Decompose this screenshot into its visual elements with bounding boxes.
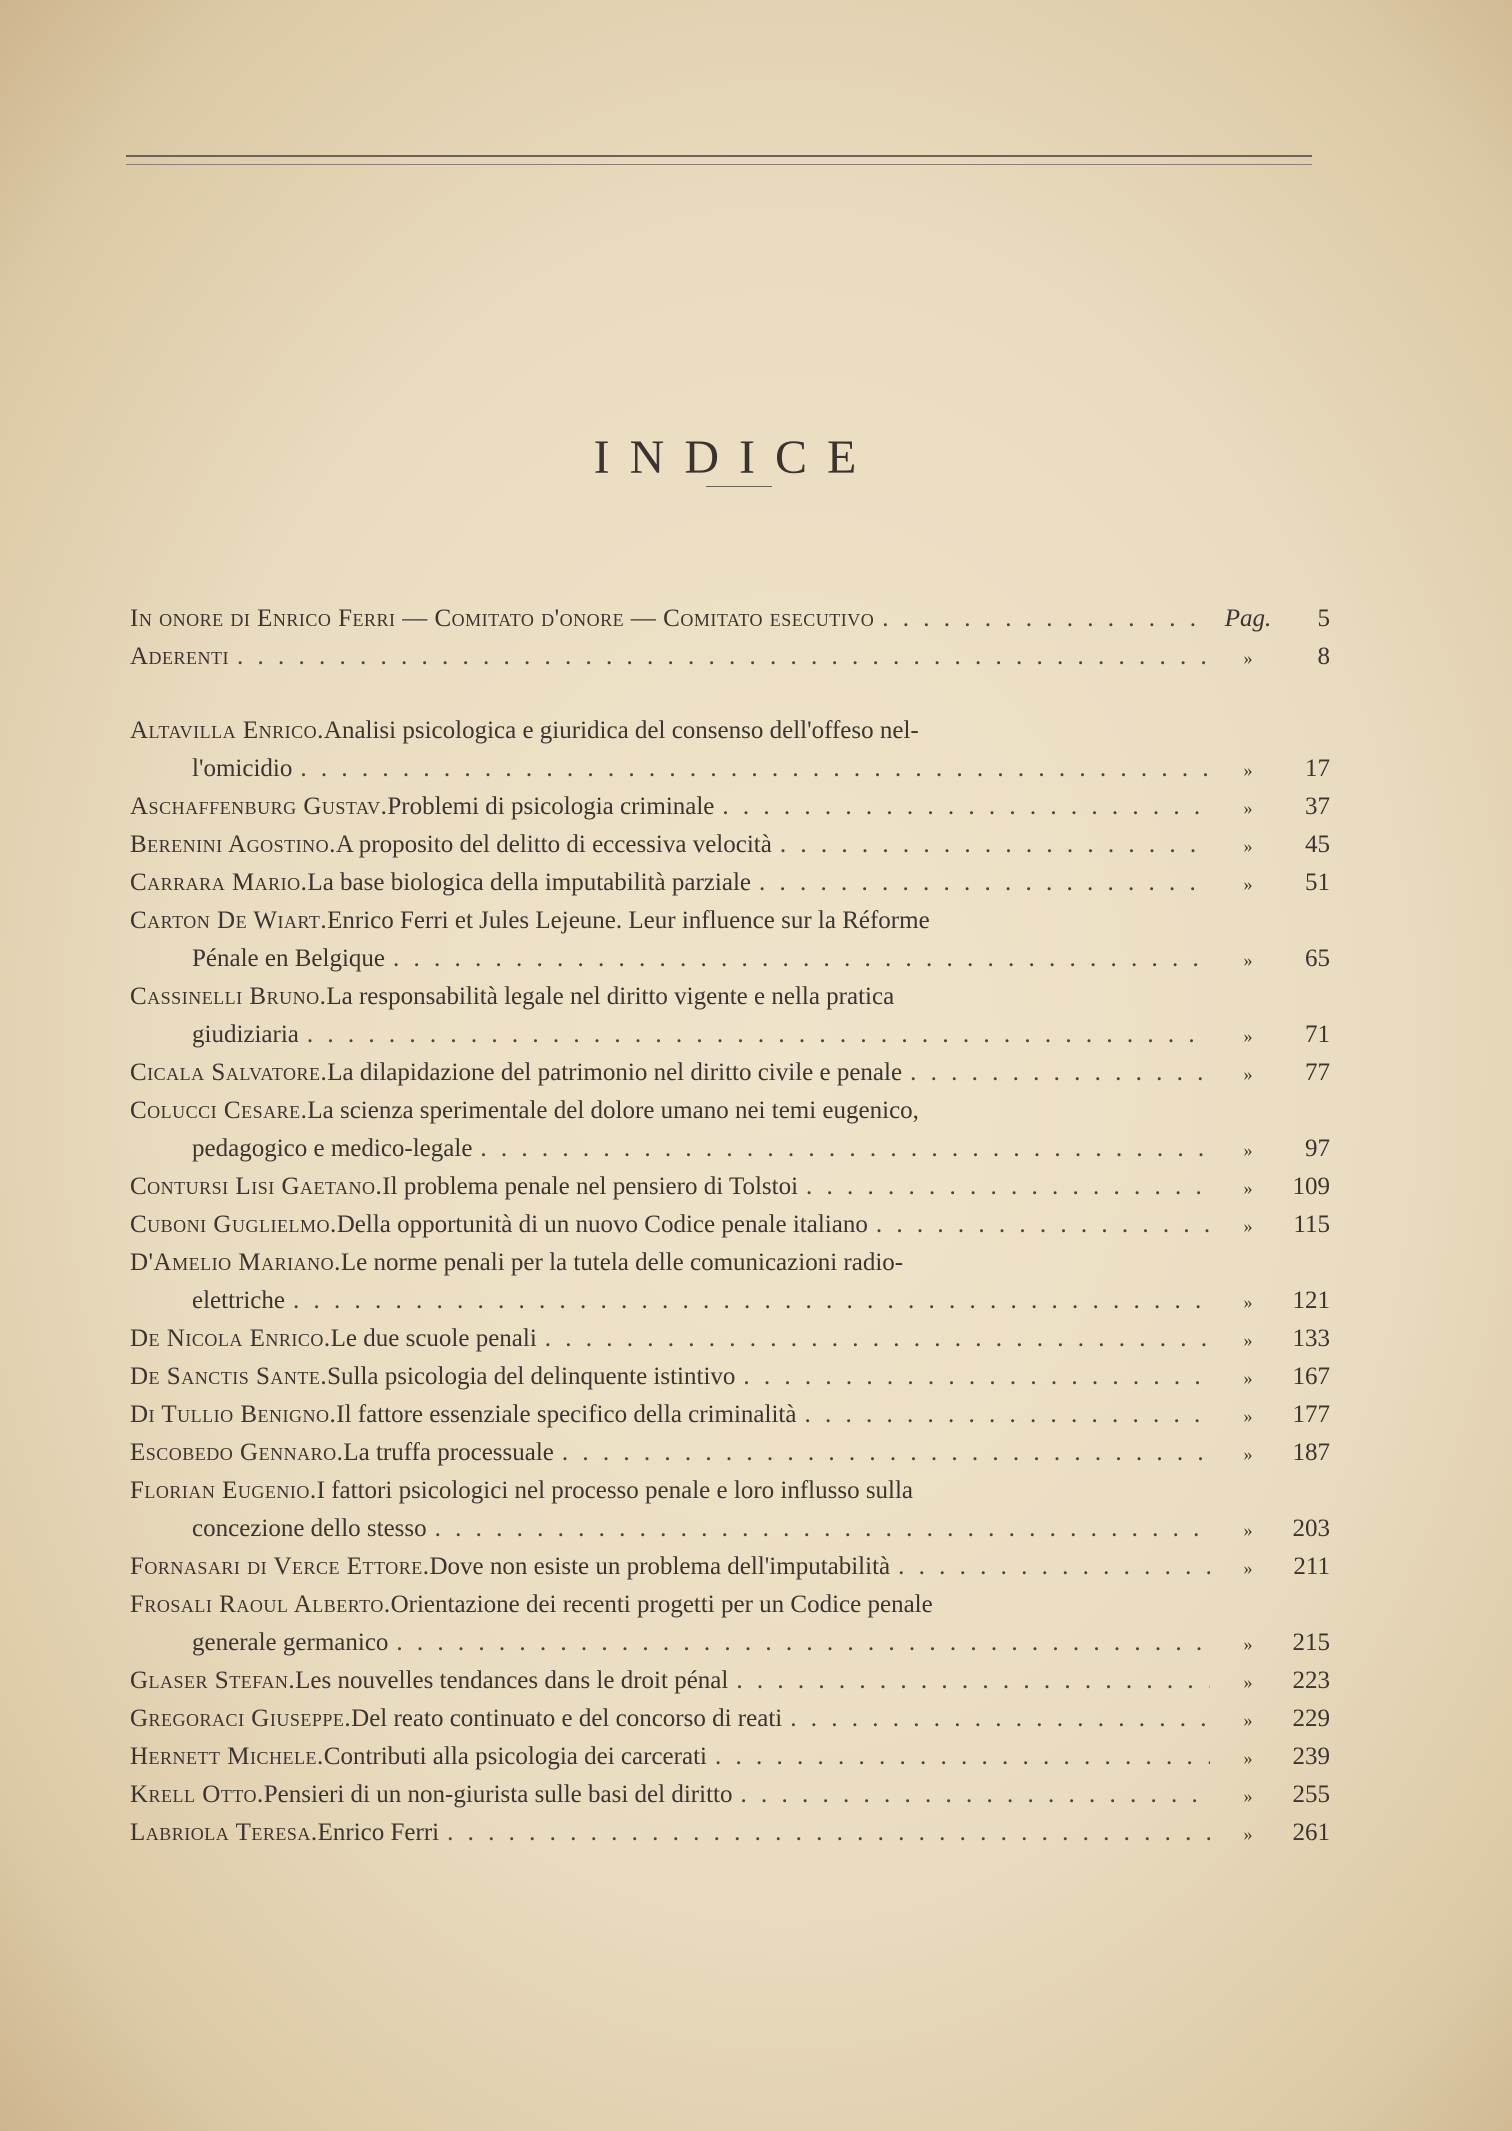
- entry-line: [130, 1054, 1330, 1092]
- entry-line: [130, 826, 1330, 864]
- toc-entry: [130, 902, 1330, 978]
- page-marker: »: [1243, 1330, 1253, 1350]
- page-number: 45: [1305, 831, 1330, 858]
- entry-author: Krell Otto.: [130, 1781, 264, 1808]
- entry-title: La base biologica della imputabilità parziale: [307, 869, 751, 896]
- entry-author: Cuboni Guglielmo.: [130, 1211, 337, 1238]
- dot-leader: [804, 1396, 1210, 1434]
- front-matter-list: [130, 600, 1330, 676]
- page-number: 97: [1305, 1135, 1330, 1162]
- entry-title: Del reato continuato e del concorso di reati: [351, 1705, 783, 1732]
- entry-line: [130, 1016, 1330, 1054]
- entry-author: Carton De Wiart.: [130, 907, 328, 934]
- page-number: 51: [1305, 869, 1330, 896]
- entry-title: pedagogico e medico-legale: [192, 1135, 473, 1162]
- entry-author: Aderenti: [130, 643, 230, 670]
- page-marker: »: [1243, 760, 1253, 780]
- dot-leader: [307, 1016, 1210, 1054]
- entry-author: Florian Eugenio.: [130, 1477, 317, 1504]
- section-gap: [130, 676, 1330, 712]
- toc-entry: [130, 1776, 1330, 1814]
- page-marker: »: [1243, 1292, 1253, 1312]
- toc-entry: [130, 1472, 1330, 1548]
- toc-entry: [130, 1586, 1330, 1662]
- entry-title: La dilapidazione del patrimonio nel diritto civile e penale: [327, 1059, 903, 1086]
- entry-title: Les nouvelles tendances dans le droit pénal: [295, 1667, 729, 1694]
- toc-entry: [130, 1434, 1330, 1472]
- entry-title: La scienza sperimentale del dolore umano nei temi eugenico,: [307, 1097, 919, 1124]
- page-title: INDICE: [593, 431, 877, 485]
- entry-author: Di Tullio Benigno.: [130, 1401, 337, 1428]
- entry-title: La responsabilità legale nel diritto vigente e nella pratica: [326, 983, 895, 1010]
- page-marker: »: [1243, 1178, 1253, 1198]
- page-marker: Pag.: [1224, 605, 1272, 632]
- dot-leader: [396, 1624, 1210, 1662]
- toc-entry: [130, 1814, 1330, 1852]
- entry-author: In onore di Enrico Ferri — Comitato d'onore — Comitato esecutivo: [130, 605, 875, 632]
- entry-line: [130, 1320, 1330, 1358]
- toc-entry: [130, 1396, 1330, 1434]
- toc-entry: [130, 638, 1330, 676]
- entry-author: Altavilla Enrico.: [130, 717, 324, 744]
- entry-author: De Nicola Enrico.: [130, 1325, 331, 1352]
- toc-entry: [130, 600, 1330, 638]
- toc-entry: [130, 1358, 1330, 1396]
- dot-leader: [876, 1206, 1210, 1244]
- toc-entry: [130, 1168, 1330, 1206]
- page-number: 215: [1292, 1629, 1330, 1656]
- page-number: 261: [1292, 1819, 1330, 1846]
- page-marker: »: [1243, 1634, 1253, 1654]
- toc-entry: [130, 1054, 1330, 1092]
- toc-entry: [130, 1548, 1330, 1586]
- entry-line: [130, 902, 1330, 940]
- entry-author: Escobedo Gennaro.: [130, 1439, 344, 1466]
- dot-leader: [740, 1776, 1210, 1814]
- dot-leader: [293, 1282, 1210, 1320]
- page-number: 211: [1293, 1553, 1330, 1580]
- entry-line: [130, 1244, 1330, 1282]
- page-number: 115: [1293, 1211, 1330, 1238]
- page-number: 167: [1292, 1363, 1330, 1390]
- toc-entry: [130, 1662, 1330, 1700]
- dot-leader: [780, 826, 1210, 864]
- page-number: 203: [1292, 1515, 1330, 1542]
- page-marker: »: [1243, 1520, 1253, 1540]
- page-marker: »: [1243, 836, 1253, 856]
- entry-line: [130, 1662, 1330, 1700]
- page-marker: »: [1243, 1140, 1253, 1160]
- entry-author: Gregoraci Giuseppe.: [130, 1705, 352, 1732]
- contributions-list: [130, 712, 1330, 1852]
- page-marker: »: [1243, 1558, 1253, 1578]
- dot-leader: [447, 1814, 1210, 1852]
- page-marker: »: [1243, 1672, 1253, 1692]
- entry-title: Le norme penali per la tutela delle comunicazioni radio-: [340, 1249, 904, 1276]
- entry-title: Le due scuole penali: [330, 1325, 537, 1352]
- entry-author: De Sanctis Sante.: [130, 1363, 328, 1390]
- entry-title: l'omicidio: [192, 755, 293, 782]
- entry-line: [130, 600, 1330, 638]
- table-of-contents: [130, 600, 1330, 1852]
- dot-leader: [480, 1130, 1210, 1168]
- entry-title: Problemi di psicologia criminale: [387, 793, 715, 820]
- page-number: 187: [1292, 1439, 1330, 1466]
- entry-line: [130, 1206, 1330, 1244]
- entry-title: Enrico Ferri et Jules Lejeune. Leur influence sur la Réforme: [327, 907, 930, 934]
- entry-title: giudiziaria: [192, 1021, 299, 1048]
- entry-title: Contributi alla psicologia dei carcerati: [323, 1743, 707, 1770]
- dot-leader: [237, 638, 1210, 676]
- entry-line: [130, 1168, 1330, 1206]
- entry-author: Carrara Mario.: [130, 869, 308, 896]
- entry-title: concezione dello stesso: [192, 1515, 427, 1542]
- dot-leader: [806, 1168, 1210, 1206]
- page-number: 121: [1292, 1287, 1330, 1314]
- entry-title: elettriche: [192, 1287, 285, 1314]
- entry-title: Pensieri di un non-giurista sulle basi del diritto: [263, 1781, 733, 1808]
- dot-leader: [393, 940, 1210, 978]
- entry-title: Analisi psicologica e giuridica del consenso dell'offeso nel-: [323, 717, 919, 744]
- page-marker: »: [1243, 1748, 1253, 1768]
- entry-title: I fattori psicologici nel processo penale e loro influsso sulla: [316, 1477, 914, 1504]
- dot-leader: [882, 600, 1210, 638]
- top-double-rule: [126, 155, 1312, 165]
- entry-line: [130, 1738, 1330, 1776]
- dot-leader: [898, 1548, 1210, 1586]
- toc-entry: [130, 1738, 1330, 1776]
- entry-line: [130, 940, 1330, 978]
- entry-author: Cassinelli Bruno.: [130, 983, 327, 1010]
- entry-title: Orientazione dei recenti progetti per un Codice penale: [390, 1591, 933, 1618]
- page-number: 109: [1292, 1173, 1330, 1200]
- dot-leader: [300, 750, 1210, 788]
- entry-line: [130, 712, 1330, 750]
- entry-line: [130, 1358, 1330, 1396]
- entry-line: [130, 1510, 1330, 1548]
- entry-line: [130, 978, 1330, 1016]
- page-marker: »: [1243, 1786, 1253, 1806]
- dot-leader: [759, 864, 1210, 902]
- toc-entry: [130, 1092, 1330, 1168]
- page-marker: »: [1243, 648, 1253, 668]
- dot-leader: [736, 1662, 1210, 1700]
- dot-leader: [715, 1738, 1210, 1776]
- entry-line: [130, 1814, 1330, 1852]
- page-number: 177: [1292, 1401, 1330, 1428]
- entry-author: Frosali Raoul Alberto.: [130, 1591, 391, 1618]
- dot-leader: [743, 1358, 1210, 1396]
- entry-author: Cicala Salvatore.: [130, 1059, 328, 1086]
- entry-author: Glaser Stefan.: [130, 1667, 296, 1694]
- dot-leader: [722, 788, 1210, 826]
- dot-leader: [545, 1320, 1210, 1358]
- entry-line: [130, 1586, 1330, 1624]
- page-marker: »: [1243, 1406, 1253, 1426]
- page-number: 17: [1305, 755, 1330, 782]
- entry-line: [130, 1776, 1330, 1814]
- entry-author: Fornasari di Verce Ettore.: [130, 1553, 430, 1580]
- page-marker: »: [1243, 1026, 1253, 1046]
- entry-title: La truffa processuale: [343, 1439, 554, 1466]
- page-marker: »: [1243, 1216, 1253, 1236]
- entry-line: [130, 1548, 1330, 1586]
- toc-entry: [130, 1320, 1330, 1358]
- toc-entry: [130, 826, 1330, 864]
- entry-line: [130, 864, 1330, 902]
- entry-line: [130, 1396, 1330, 1434]
- entry-line: [130, 1282, 1330, 1320]
- dot-leader: [435, 1510, 1210, 1548]
- page-marker: »: [1243, 874, 1253, 894]
- page-marker: »: [1243, 1368, 1253, 1388]
- entry-author: Contursi Lisi Gaetano.: [130, 1173, 383, 1200]
- page-number: 77: [1305, 1059, 1330, 1086]
- toc-entry: [130, 978, 1330, 1054]
- entry-line: [130, 750, 1330, 788]
- entry-author: Hernett Michele.: [130, 1743, 324, 1770]
- page-marker: »: [1243, 1064, 1253, 1084]
- entry-title: A proposito del delitto di eccessiva velocità: [335, 831, 772, 858]
- page-number: 71: [1305, 1021, 1330, 1048]
- dot-leader: [790, 1700, 1210, 1738]
- entry-line: [130, 638, 1330, 676]
- dot-leader: [910, 1054, 1210, 1092]
- entry-line: [130, 1092, 1330, 1130]
- entry-author: D'Amelio Mariano.: [130, 1249, 341, 1276]
- title-underline: [706, 486, 772, 487]
- page-number: 65: [1305, 945, 1330, 972]
- entry-line: [130, 788, 1330, 826]
- toc-entry: [130, 788, 1330, 826]
- page-number: 223: [1292, 1667, 1330, 1694]
- entry-title: Il problema penale nel pensiero di Tolstoi: [382, 1173, 799, 1200]
- entry-title: generale germanico: [192, 1629, 389, 1656]
- entry-line: [130, 1472, 1330, 1510]
- entry-title: Dove non esiste un problema dell'imputabilità: [429, 1553, 891, 1580]
- entry-line: [130, 1130, 1330, 1168]
- page-number: 8: [1317, 643, 1330, 670]
- toc-entry: [130, 864, 1330, 902]
- entry-title: Il fattore essenziale specifico della criminalità: [336, 1401, 797, 1428]
- page-marker: »: [1243, 1710, 1253, 1730]
- toc-entry: [130, 1206, 1330, 1244]
- entry-title: Enrico Ferri: [317, 1819, 440, 1846]
- entry-author: Labriola Teresa.: [130, 1819, 318, 1846]
- entry-line: [130, 1624, 1330, 1662]
- page-number: 5: [1317, 605, 1330, 632]
- entry-line: [130, 1434, 1330, 1472]
- page-number: 229: [1292, 1705, 1330, 1732]
- page-marker: »: [1243, 1824, 1253, 1844]
- page-marker: »: [1243, 1444, 1253, 1464]
- toc-entry: [130, 1244, 1330, 1320]
- toc-entry: [130, 712, 1330, 788]
- entry-author: Berenini Agostino.: [130, 831, 336, 858]
- page-marker: »: [1243, 798, 1253, 818]
- entry-title: Sulla psicologia del delinquente istintivo: [327, 1363, 736, 1390]
- entry-title: Pénale en Belgique: [192, 945, 385, 972]
- toc-entry: [130, 1700, 1330, 1738]
- page-marker: »: [1243, 950, 1253, 970]
- page-number: 255: [1292, 1781, 1330, 1808]
- entry-author: Colucci Cesare.: [130, 1097, 308, 1124]
- page-number: 239: [1292, 1743, 1330, 1770]
- page-number: 133: [1292, 1325, 1330, 1352]
- entry-line: [130, 1700, 1330, 1738]
- entry-title: Della opportunità di un nuovo Codice penale italiano: [336, 1211, 868, 1238]
- entry-author: Aschaffenburg Gustav.: [130, 793, 388, 820]
- dot-leader: [562, 1434, 1210, 1472]
- page-number: 37: [1305, 793, 1330, 820]
